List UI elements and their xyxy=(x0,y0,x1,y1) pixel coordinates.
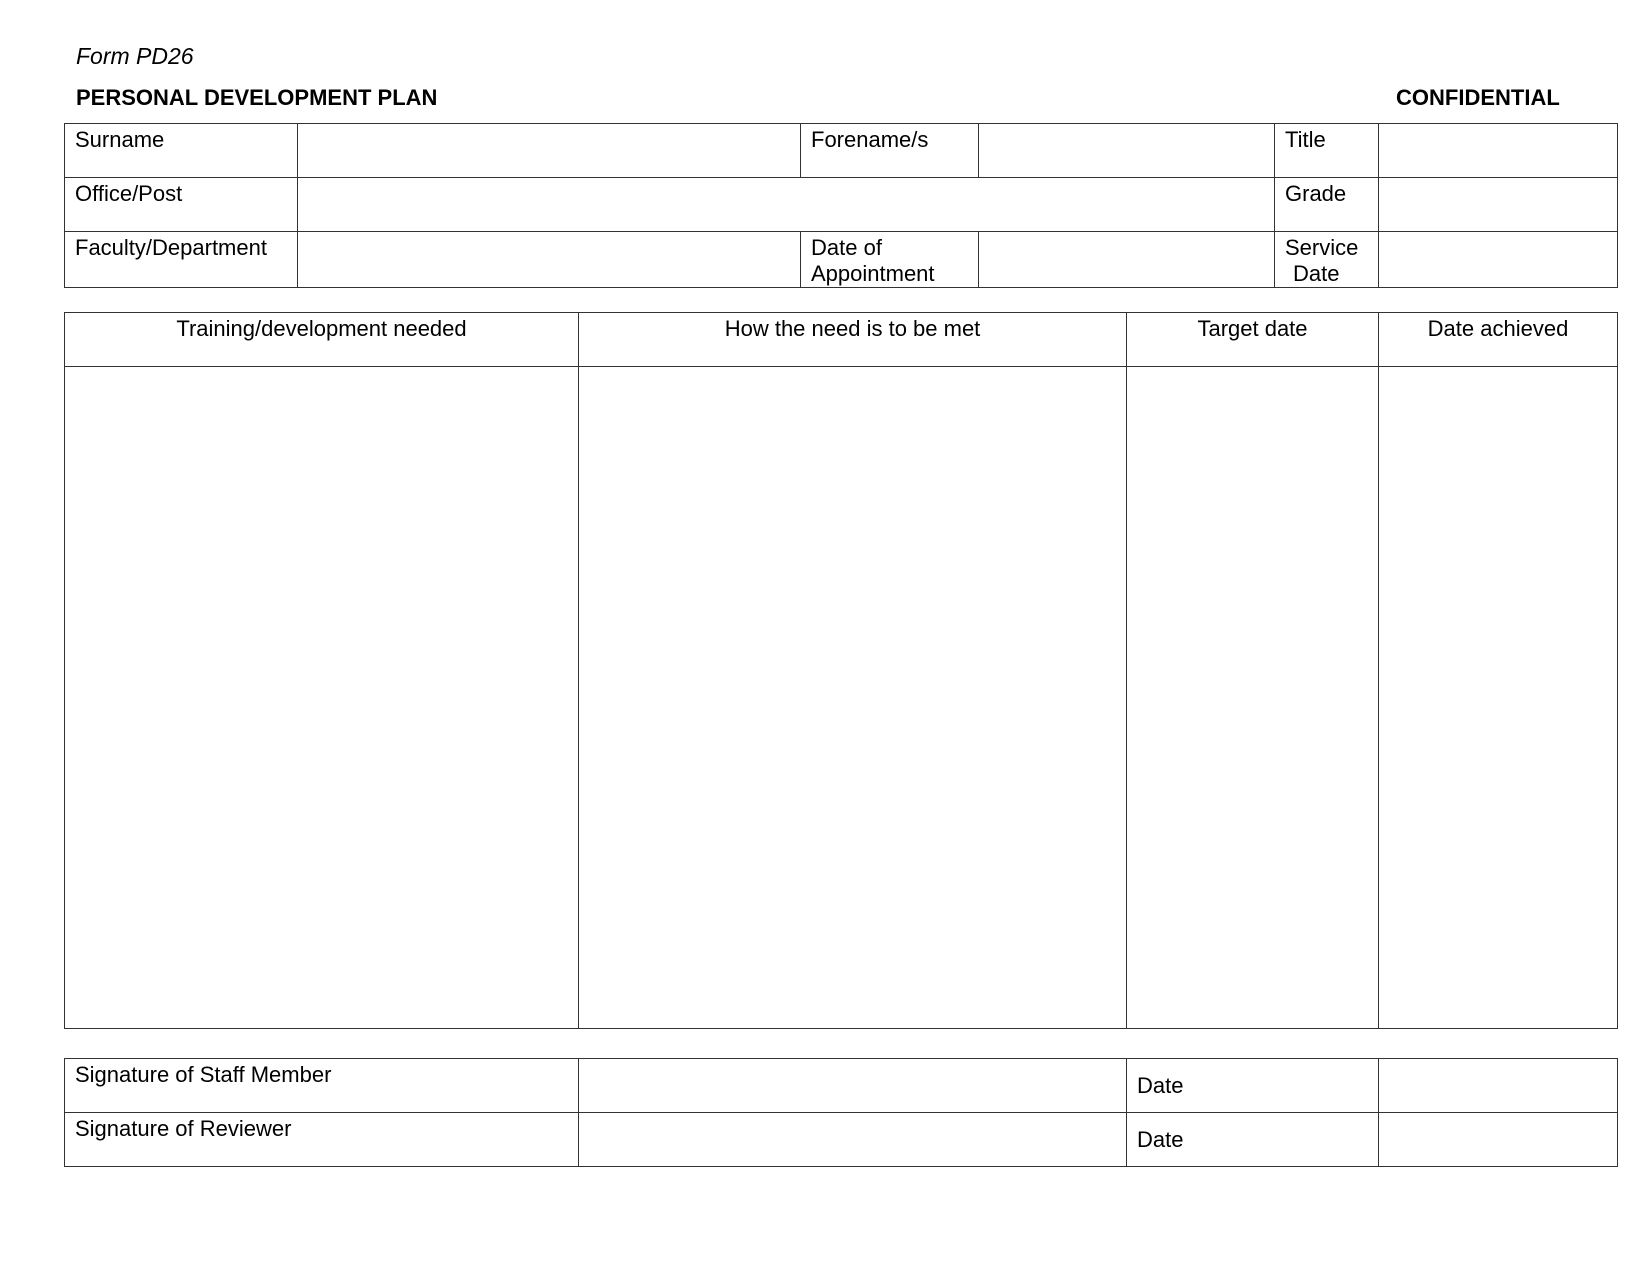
office-post-label: Office/Post xyxy=(65,178,298,232)
personal-details-table xyxy=(64,123,1618,288)
details-row-office xyxy=(65,178,1618,232)
surname-label: Surname xyxy=(65,124,298,178)
title-field[interactable] xyxy=(1379,124,1618,178)
staff-date-field[interactable] xyxy=(1379,1059,1618,1113)
column-header-target-date: Target date xyxy=(1127,313,1379,367)
confidential-label: CONFIDENTIAL xyxy=(1396,85,1560,110)
column-header-date-achieved: Date achieved xyxy=(1379,313,1618,367)
date-of-appointment-label-line1: Date of xyxy=(811,235,882,260)
signature-row-staff xyxy=(65,1059,1618,1113)
plan-header-row xyxy=(65,313,1618,367)
page-title: PERSONAL DEVELOPMENT PLAN xyxy=(76,85,438,110)
grade-field[interactable] xyxy=(1379,178,1618,232)
form-code: Form PD26 xyxy=(76,43,194,69)
date-of-appointment-label-line2: Appointment xyxy=(811,261,935,286)
grade-label: Grade xyxy=(1275,178,1379,232)
date-of-appointment-field[interactable] xyxy=(979,232,1275,288)
reviewer-date-field[interactable] xyxy=(1379,1113,1618,1167)
signature-row-reviewer xyxy=(65,1113,1618,1167)
plan-body-row xyxy=(65,367,1618,1029)
how-met-field[interactable] xyxy=(579,367,1127,1029)
details-row-surname xyxy=(65,124,1618,178)
office-post-field[interactable] xyxy=(298,178,1275,232)
forenames-label: Forename/s xyxy=(801,124,979,178)
staff-signature-label: Signature of Staff Member xyxy=(65,1059,579,1113)
column-header-how-met: How the need is to be met xyxy=(579,313,1127,367)
service-date-label xyxy=(1275,232,1379,288)
faculty-department-label: Faculty/Department xyxy=(65,232,298,288)
target-date-field[interactable] xyxy=(1127,367,1379,1029)
training-needed-field[interactable] xyxy=(65,367,579,1029)
surname-field[interactable] xyxy=(298,124,801,178)
reviewer-signature-field[interactable] xyxy=(579,1113,1127,1167)
reviewer-date-label: Date xyxy=(1127,1113,1379,1167)
reviewer-signature-label: Signature of Reviewer xyxy=(65,1113,579,1167)
details-row-faculty xyxy=(65,232,1618,288)
column-header-training-needed: Training/development needed xyxy=(65,313,579,367)
signatures-table xyxy=(64,1058,1618,1167)
staff-date-label: Date xyxy=(1127,1059,1379,1113)
service-date-label-line2: Date xyxy=(1293,261,1340,286)
staff-signature-field[interactable] xyxy=(579,1059,1127,1113)
service-date-field[interactable] xyxy=(1379,232,1618,288)
development-plan-table xyxy=(64,312,1618,1029)
title-label: Title xyxy=(1275,124,1379,178)
forenames-field[interactable] xyxy=(979,124,1275,178)
service-date-label-line1: Service xyxy=(1285,235,1359,260)
date-achieved-field[interactable] xyxy=(1379,367,1618,1029)
date-of-appointment-label xyxy=(801,232,979,288)
faculty-department-field[interactable] xyxy=(298,232,801,288)
